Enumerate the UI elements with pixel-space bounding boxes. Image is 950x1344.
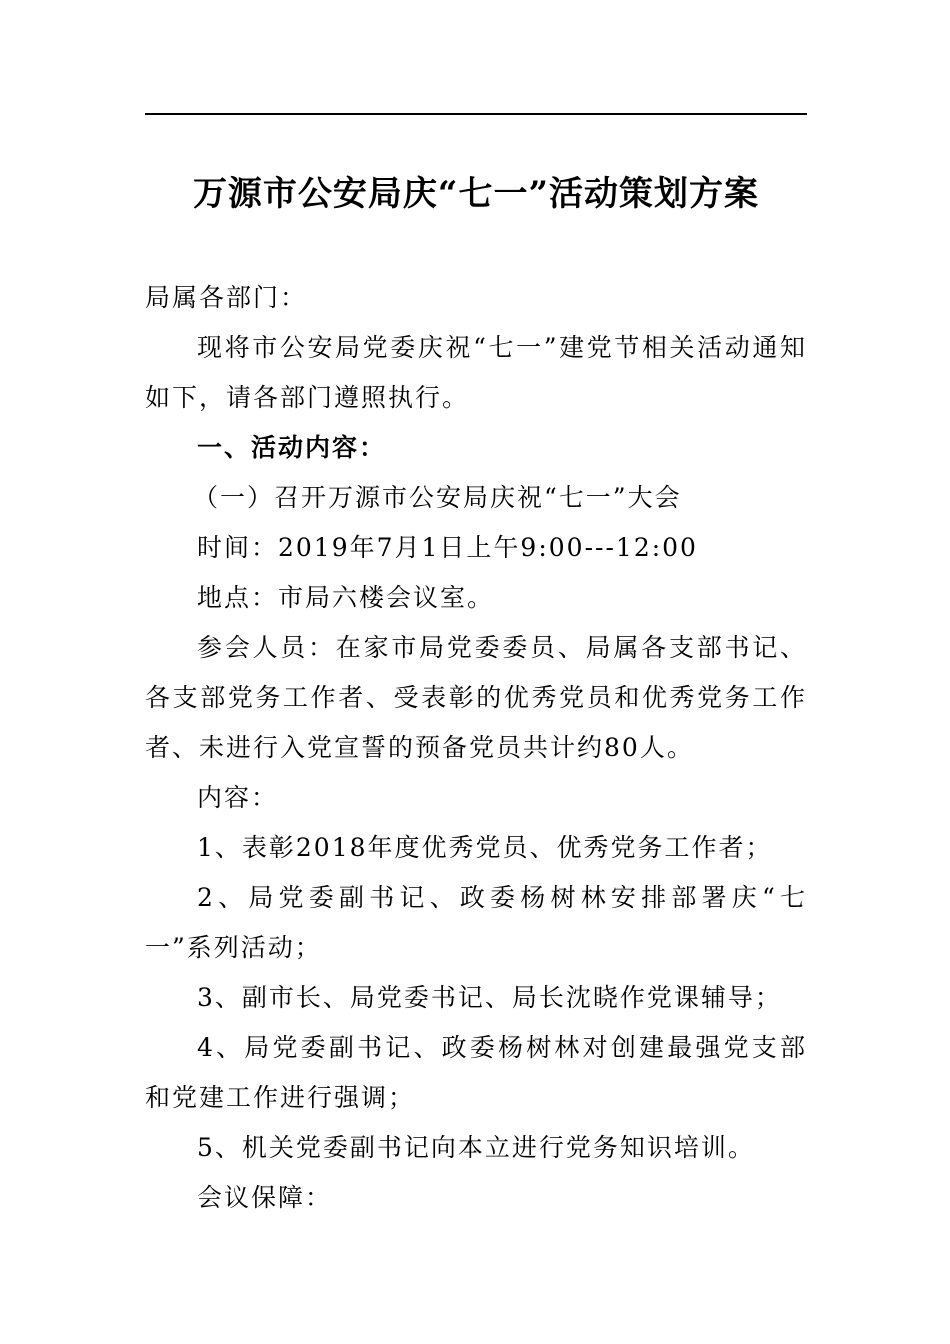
meeting-place: 地点：市局六楼会议室。 xyxy=(197,583,495,612)
subsection-heading: （一）召开万源市公安局庆祝“七一”大会 xyxy=(193,483,682,512)
intro-paragraph: 现将市公安局党委庆祝“七一”建党节相关活动通知如下，请各部门遵照执行。 xyxy=(145,333,807,412)
meeting-attendees: 参会人员：在家市局党委委员、局属各支部书记、各支部党务工作者、受表彰的优秀党员和优秀党务工作者、未进行入党宣誓的预备党员共计约80人。 xyxy=(145,633,807,762)
list-item: 5、机关党委副书记向本立进行党务知识培训。 xyxy=(197,1133,755,1162)
list-item: 3、副市长、局党委书记、局长沈晓作党课辅导； xyxy=(197,983,782,1012)
section-heading: 一、活动内容： xyxy=(197,433,387,462)
support-label: 会议保障： xyxy=(197,1183,333,1212)
list-item: 2、局党委副书记、政委杨树林安排部署庆“七一”系列活动； xyxy=(145,883,807,962)
list-item: 4、局党委副书记、政委杨树林对创建最强党支部和党建工作进行强调； xyxy=(145,1033,807,1112)
header-rule xyxy=(145,113,807,115)
document-title: 万源市公安局庆“七一”活动策划方案 xyxy=(192,174,760,214)
list-item: 1、表彰2018年度优秀党员、优秀党务工作者； xyxy=(197,833,773,862)
content-label: 内容： xyxy=(197,783,279,812)
document-body xyxy=(145,273,807,1223)
meeting-time: 时间：2019年7月1日上午9:00---12:00 xyxy=(197,533,698,562)
salutation: 局属各部门： xyxy=(145,283,308,312)
